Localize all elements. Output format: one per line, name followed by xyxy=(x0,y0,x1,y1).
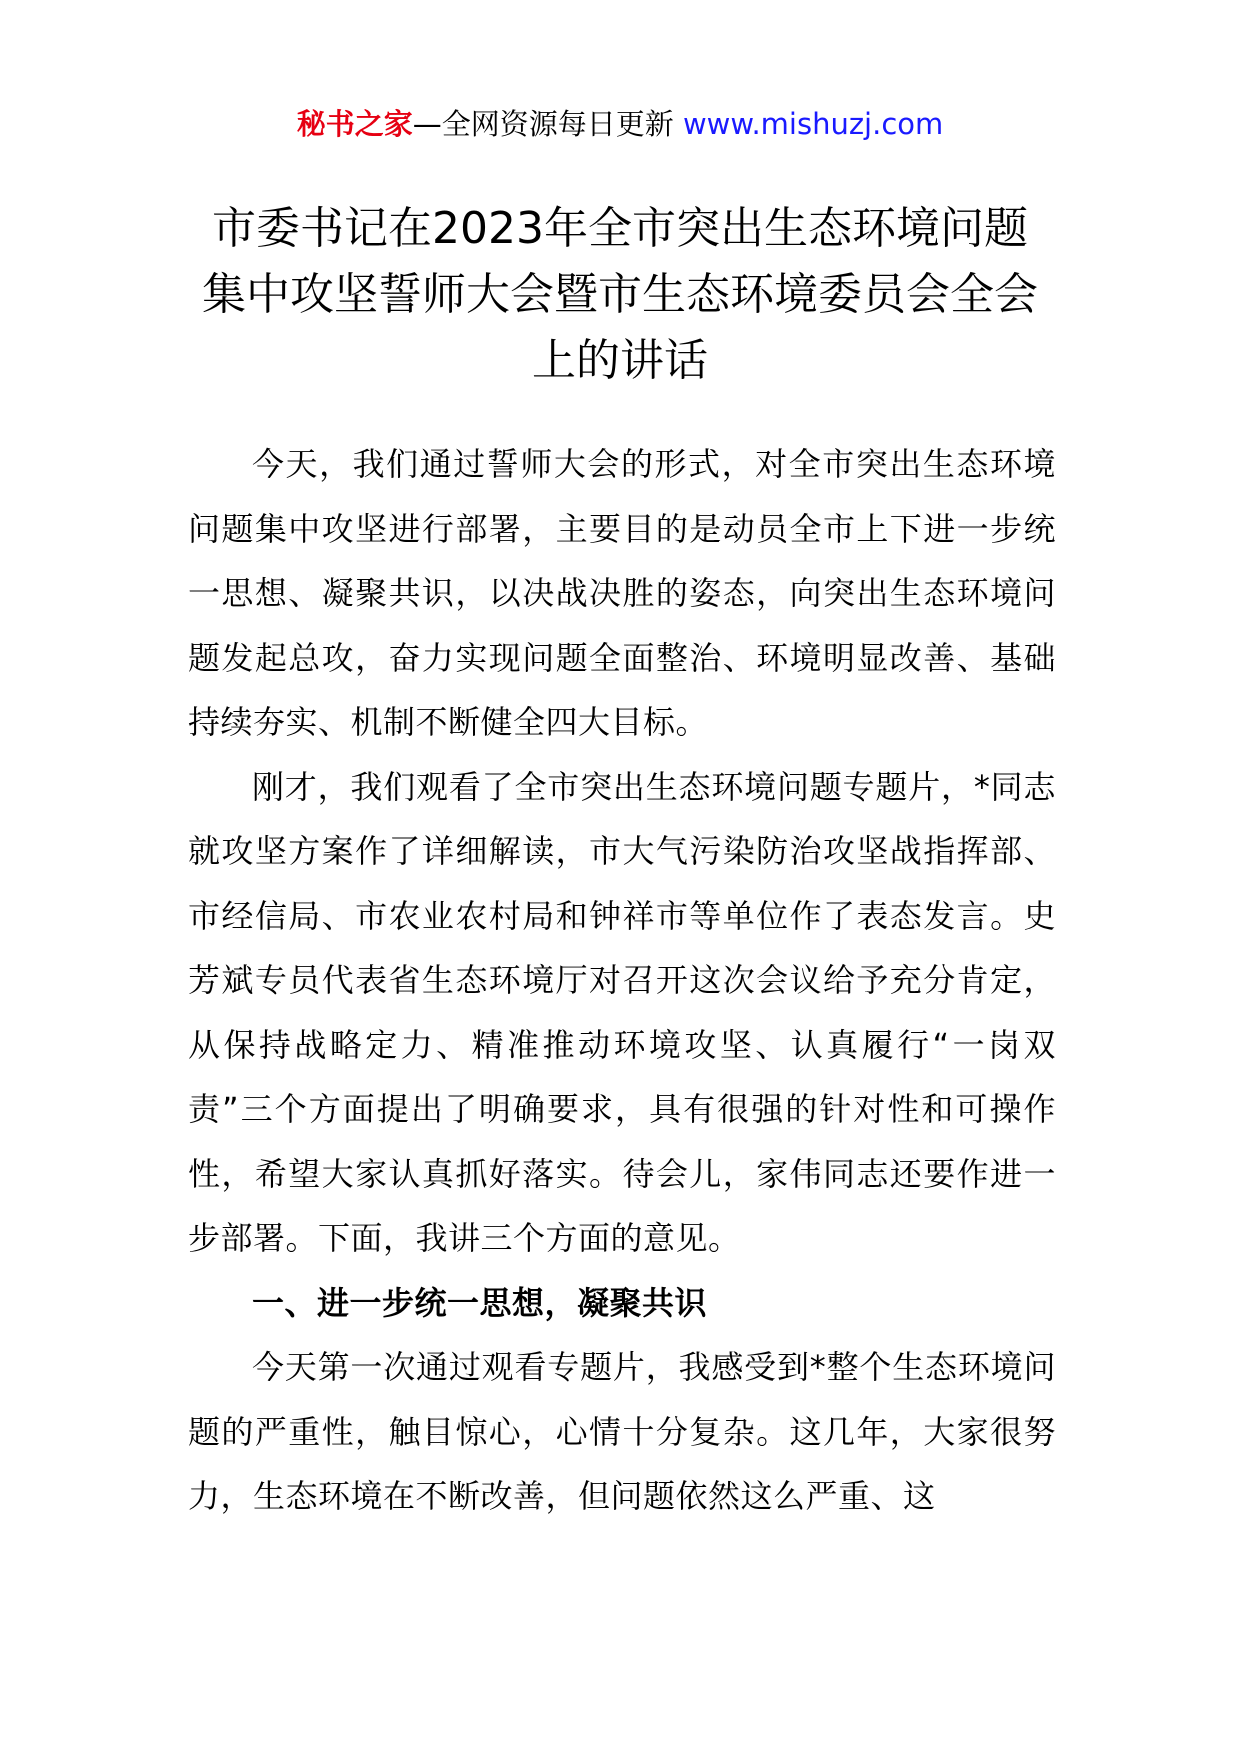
header-tagline: —全网资源每日更新 xyxy=(412,107,683,141)
site-header xyxy=(0,104,1240,144)
section-heading-1: 一、进一步统一思想，凝聚共识 xyxy=(252,1283,708,1322)
brand-name: 秘书之家 xyxy=(296,107,413,141)
site-url: www.mishuzj.com xyxy=(682,107,944,141)
paragraph-review: 刚才，我们观看了全市突出生态环境问题专题片，*同志就攻坚方案作了详细解读，市大气污染防治攻坚战指挥部、市经信局、市农业农村局和钟祥市等单位作了表态发言。史芳斌专员代表省生态环境厅对召开这次会议给予充分肯定，从保持战略定力、精准推动环境攻坚、认真履行“一岗双责”三个方面提出了明确要求，具有很强的针对性和可操作性，希望大家认真抓好落实。待会儿，家伟同志还要作进一步部署。下面，我讲三个方面的意见。 xyxy=(188,767,1056,1257)
paragraph-section-1: 今天第一次通过观看专题片，我感受到*整个生态环境问题的严重性，触目惊心，心情十分复杂。这几年，大家很努力，生态环境在不断改善，但问题依然这么严重、这 xyxy=(188,1348,1056,1515)
document-title: 市委书记在2023年全市突出生态环境问题集中攻坚誓师大会暨市生态环境委员会全会上的讲话 xyxy=(202,203,1038,386)
document-body xyxy=(188,432,1056,1529)
paragraph-intro: 今天，我们通过誓师大会的形式，对全市突出生态环境问题集中攻坚进行部署，主要目的是动员全市上下进一步统一思想、凝聚共识，以决战决胜的姿态，向突出生态环境问题发起总攻，奋力实现问题全面整治、环境明显改善、基础持续夯实、机制不断健全四大目标。 xyxy=(188,445,1056,741)
